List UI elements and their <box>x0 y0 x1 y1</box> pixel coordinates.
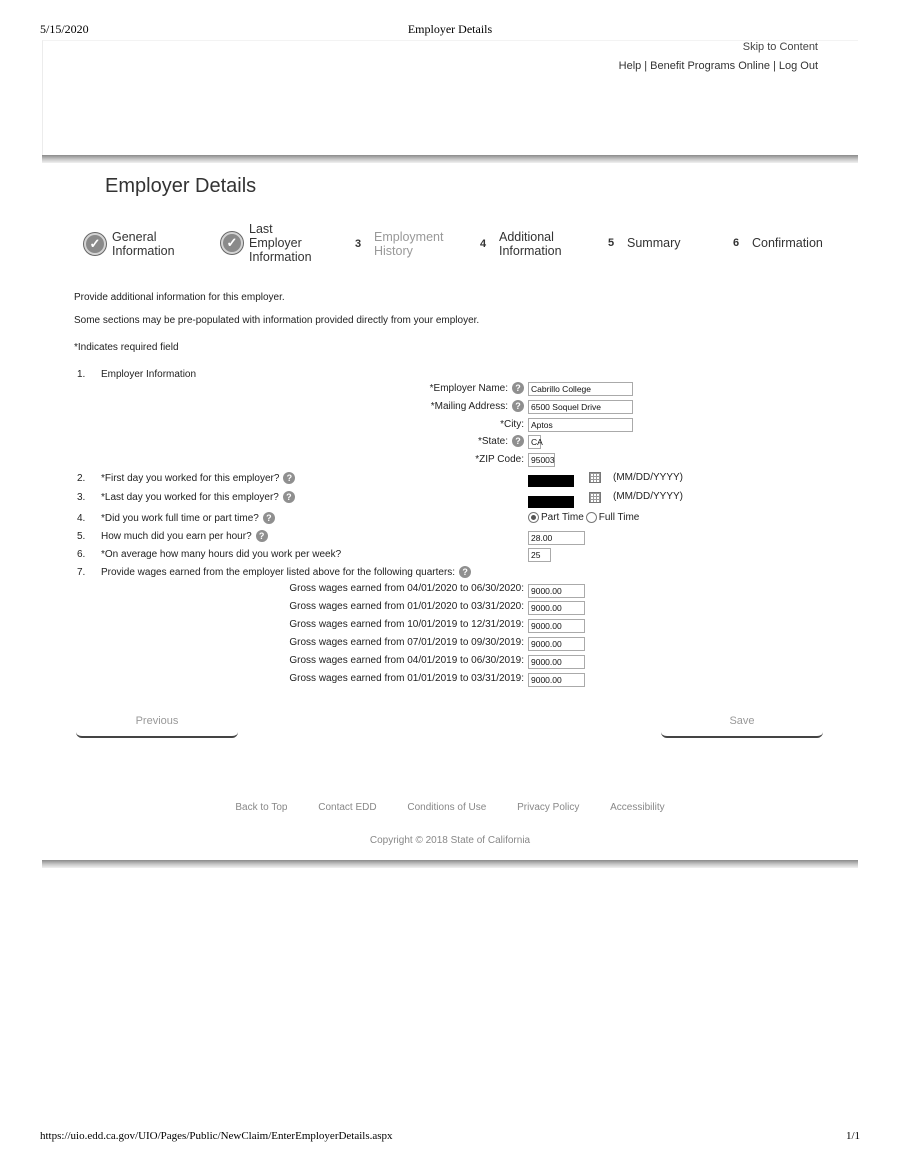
last-day-input-redacted[interactable] <box>528 496 574 508</box>
help-icon[interactable]: ? <box>256 530 268 542</box>
step-label: Last Employer Information <box>249 222 312 264</box>
footer-nav <box>0 802 900 813</box>
print-footer <box>40 1130 860 1146</box>
question-text: *First day you worked for this employer? <box>101 472 280 484</box>
wage-quarter-label: Gross wages earned from 10/01/2019 to 12/31/2019: <box>289 619 524 630</box>
wage-quarter-label: Gross wages earned from 01/01/2020 to 03/31/2020: <box>289 601 524 612</box>
question-number: 3. <box>77 491 86 503</box>
back-to-top-link[interactable]: Back to Top <box>235 802 288 813</box>
date-format-hint: (MM/DD/YYYY) <box>613 491 683 502</box>
question-hours-per-week <box>77 547 341 561</box>
help-icon[interactable]: ? <box>459 566 471 578</box>
step-label: Summary <box>627 236 681 250</box>
question-text: *Last day you worked for this employer? <box>101 491 279 503</box>
question-number: 1. <box>77 368 86 380</box>
full-time-option[interactable]: Full Time <box>586 512 640 523</box>
step-label: Additional Information <box>499 230 562 258</box>
step-number: 3 <box>354 238 362 250</box>
nav-separator: | <box>773 60 776 72</box>
step-additional-information <box>475 230 562 258</box>
question-text: *On average how many hours did you work per week? <box>101 548 342 560</box>
copyright: Copyright © 2018 State of California <box>369 835 531 846</box>
wage-quarter-label: Gross wages earned from 01/01/2019 to 03/31/2019: <box>289 673 524 684</box>
mailing-address-label: *Mailing Address: ? <box>431 399 524 413</box>
question-number: 7. <box>77 566 86 578</box>
city-input[interactable]: Aptos <box>528 418 633 432</box>
previous-button[interactable]: Previous <box>76 712 238 738</box>
intro-text: Provide additional information for this employer. <box>74 292 285 303</box>
step-summary <box>603 236 680 250</box>
conditions-of-use-link[interactable]: Conditions of Use <box>407 802 487 813</box>
zip-code-input[interactable]: 95003 <box>528 453 555 467</box>
step-confirmation <box>728 236 823 250</box>
privacy-policy-link[interactable]: Privacy Policy <box>517 802 580 813</box>
print-header <box>40 22 860 38</box>
print-page-number: 1/1 <box>845 1130 860 1142</box>
hours-per-week-input[interactable]: 25 <box>528 548 551 562</box>
date-format-hint: (MM/DD/YYYY) <box>613 472 683 483</box>
part-time-radio[interactable] <box>528 512 539 523</box>
city-label: *City: <box>500 418 524 430</box>
state-input[interactable]: CA <box>528 435 541 449</box>
first-day-input-redacted[interactable] <box>528 475 574 487</box>
step-number: 6 <box>732 237 740 249</box>
calendar-icon[interactable] <box>589 472 601 483</box>
wage-quarter-input[interactable]: 9000.00 <box>528 601 585 615</box>
question-text: Employer Information <box>101 368 197 380</box>
part-time-option[interactable]: Part Time <box>528 512 584 523</box>
help-icon[interactable]: ? <box>263 512 275 524</box>
question-number: 6. <box>77 548 86 560</box>
contact-edd-link[interactable]: Contact EDD <box>318 802 377 813</box>
check-circle-icon: ✓ <box>221 232 243 254</box>
help-icon[interactable]: ? <box>283 491 295 503</box>
question-number: 4. <box>77 512 86 524</box>
wage-quarter-label: Gross wages earned from 04/01/2020 to 06/30/2020: <box>289 583 524 594</box>
wage-quarter-input[interactable]: 9000.00 <box>528 637 585 651</box>
work-type-radio-group <box>528 512 641 523</box>
hourly-rate-input[interactable]: 28.00 <box>528 531 585 545</box>
utility-nav <box>619 60 818 72</box>
step-number: 4 <box>479 238 487 250</box>
question-first-day <box>77 471 295 485</box>
zip-code-label: *ZIP Code: <box>475 453 524 465</box>
question-quarterly-wages <box>77 565 471 579</box>
check-circle-icon: ✓ <box>84 233 106 255</box>
step-label: General Information <box>112 230 175 258</box>
header-divider <box>42 155 858 163</box>
wage-quarter-input[interactable]: 9000.00 <box>528 584 585 598</box>
footer-divider <box>42 860 858 868</box>
step-label: Confirmation <box>752 236 823 250</box>
question-text: Provide wages earned from the employer listed above for the following quarters: <box>101 566 456 578</box>
prepopulated-note: Some sections may be pre-populated with information provided directly from your employer. <box>74 315 480 326</box>
progress-stepper <box>80 220 840 268</box>
mailing-address-input[interactable]: 6500 Soquel Drive <box>528 400 633 414</box>
wage-quarter-input[interactable]: 9000.00 <box>528 655 585 669</box>
full-time-radio[interactable] <box>586 512 597 523</box>
help-icon[interactable]: ? <box>512 400 524 412</box>
step-general-information <box>84 230 175 258</box>
state-label: *State: ? <box>478 434 524 448</box>
question-number: 2. <box>77 472 86 484</box>
question-text: *Did you work full time or part time? <box>101 512 259 524</box>
step-number: 5 <box>607 237 615 249</box>
required-field-note: *Indicates required field <box>74 342 179 353</box>
step-last-employer-information <box>221 222 312 264</box>
employer-name-input[interactable]: Cabrillo College <box>528 382 633 396</box>
employer-name-label: *Employer Name: ? <box>430 381 524 395</box>
question-employer-information <box>77 367 196 381</box>
question-full-part-time <box>77 511 275 525</box>
print-url: https://uio.edd.ca.gov/UIO/Pages/Public/NewClaim/EnterEmployerDetails.aspx <box>40 1130 393 1142</box>
help-icon[interactable]: ? <box>512 382 524 394</box>
page-title: Employer Details <box>105 175 257 197</box>
step-employment-history <box>350 230 443 258</box>
nav-separator: | <box>644 60 648 72</box>
wage-quarter-label: Gross wages earned from 07/01/2019 to 09/30/2019: <box>289 637 524 648</box>
help-icon[interactable]: ? <box>512 435 524 447</box>
wage-quarter-input[interactable]: 9000.00 <box>528 673 585 687</box>
skip-to-content-link[interactable]: Skip to Content <box>742 41 818 53</box>
benefit-programs-online-link[interactable]: Benefit Programs Online <box>650 60 770 72</box>
help-link[interactable]: Help <box>618 60 642 72</box>
question-hourly-rate <box>77 529 268 543</box>
question-number: 5. <box>77 530 86 542</box>
calendar-icon[interactable] <box>589 492 601 503</box>
print-title: Employer Details <box>407 22 493 36</box>
accessibility-link[interactable]: Accessibility <box>610 802 665 813</box>
question-text: How much did you earn per hour? <box>101 530 252 542</box>
help-icon[interactable]: ? <box>283 472 295 484</box>
log-out-link[interactable]: Log Out <box>778 60 818 72</box>
question-last-day <box>77 490 295 504</box>
site-header <box>42 40 858 156</box>
save-button[interactable]: Save <box>661 712 823 738</box>
step-label: Employment History <box>374 230 444 258</box>
wage-quarter-label: Gross wages earned from 04/01/2019 to 06/30/2019: <box>289 655 524 666</box>
wage-quarter-input[interactable]: 9000.00 <box>528 619 585 633</box>
print-date: 5/15/2020 <box>40 22 89 36</box>
